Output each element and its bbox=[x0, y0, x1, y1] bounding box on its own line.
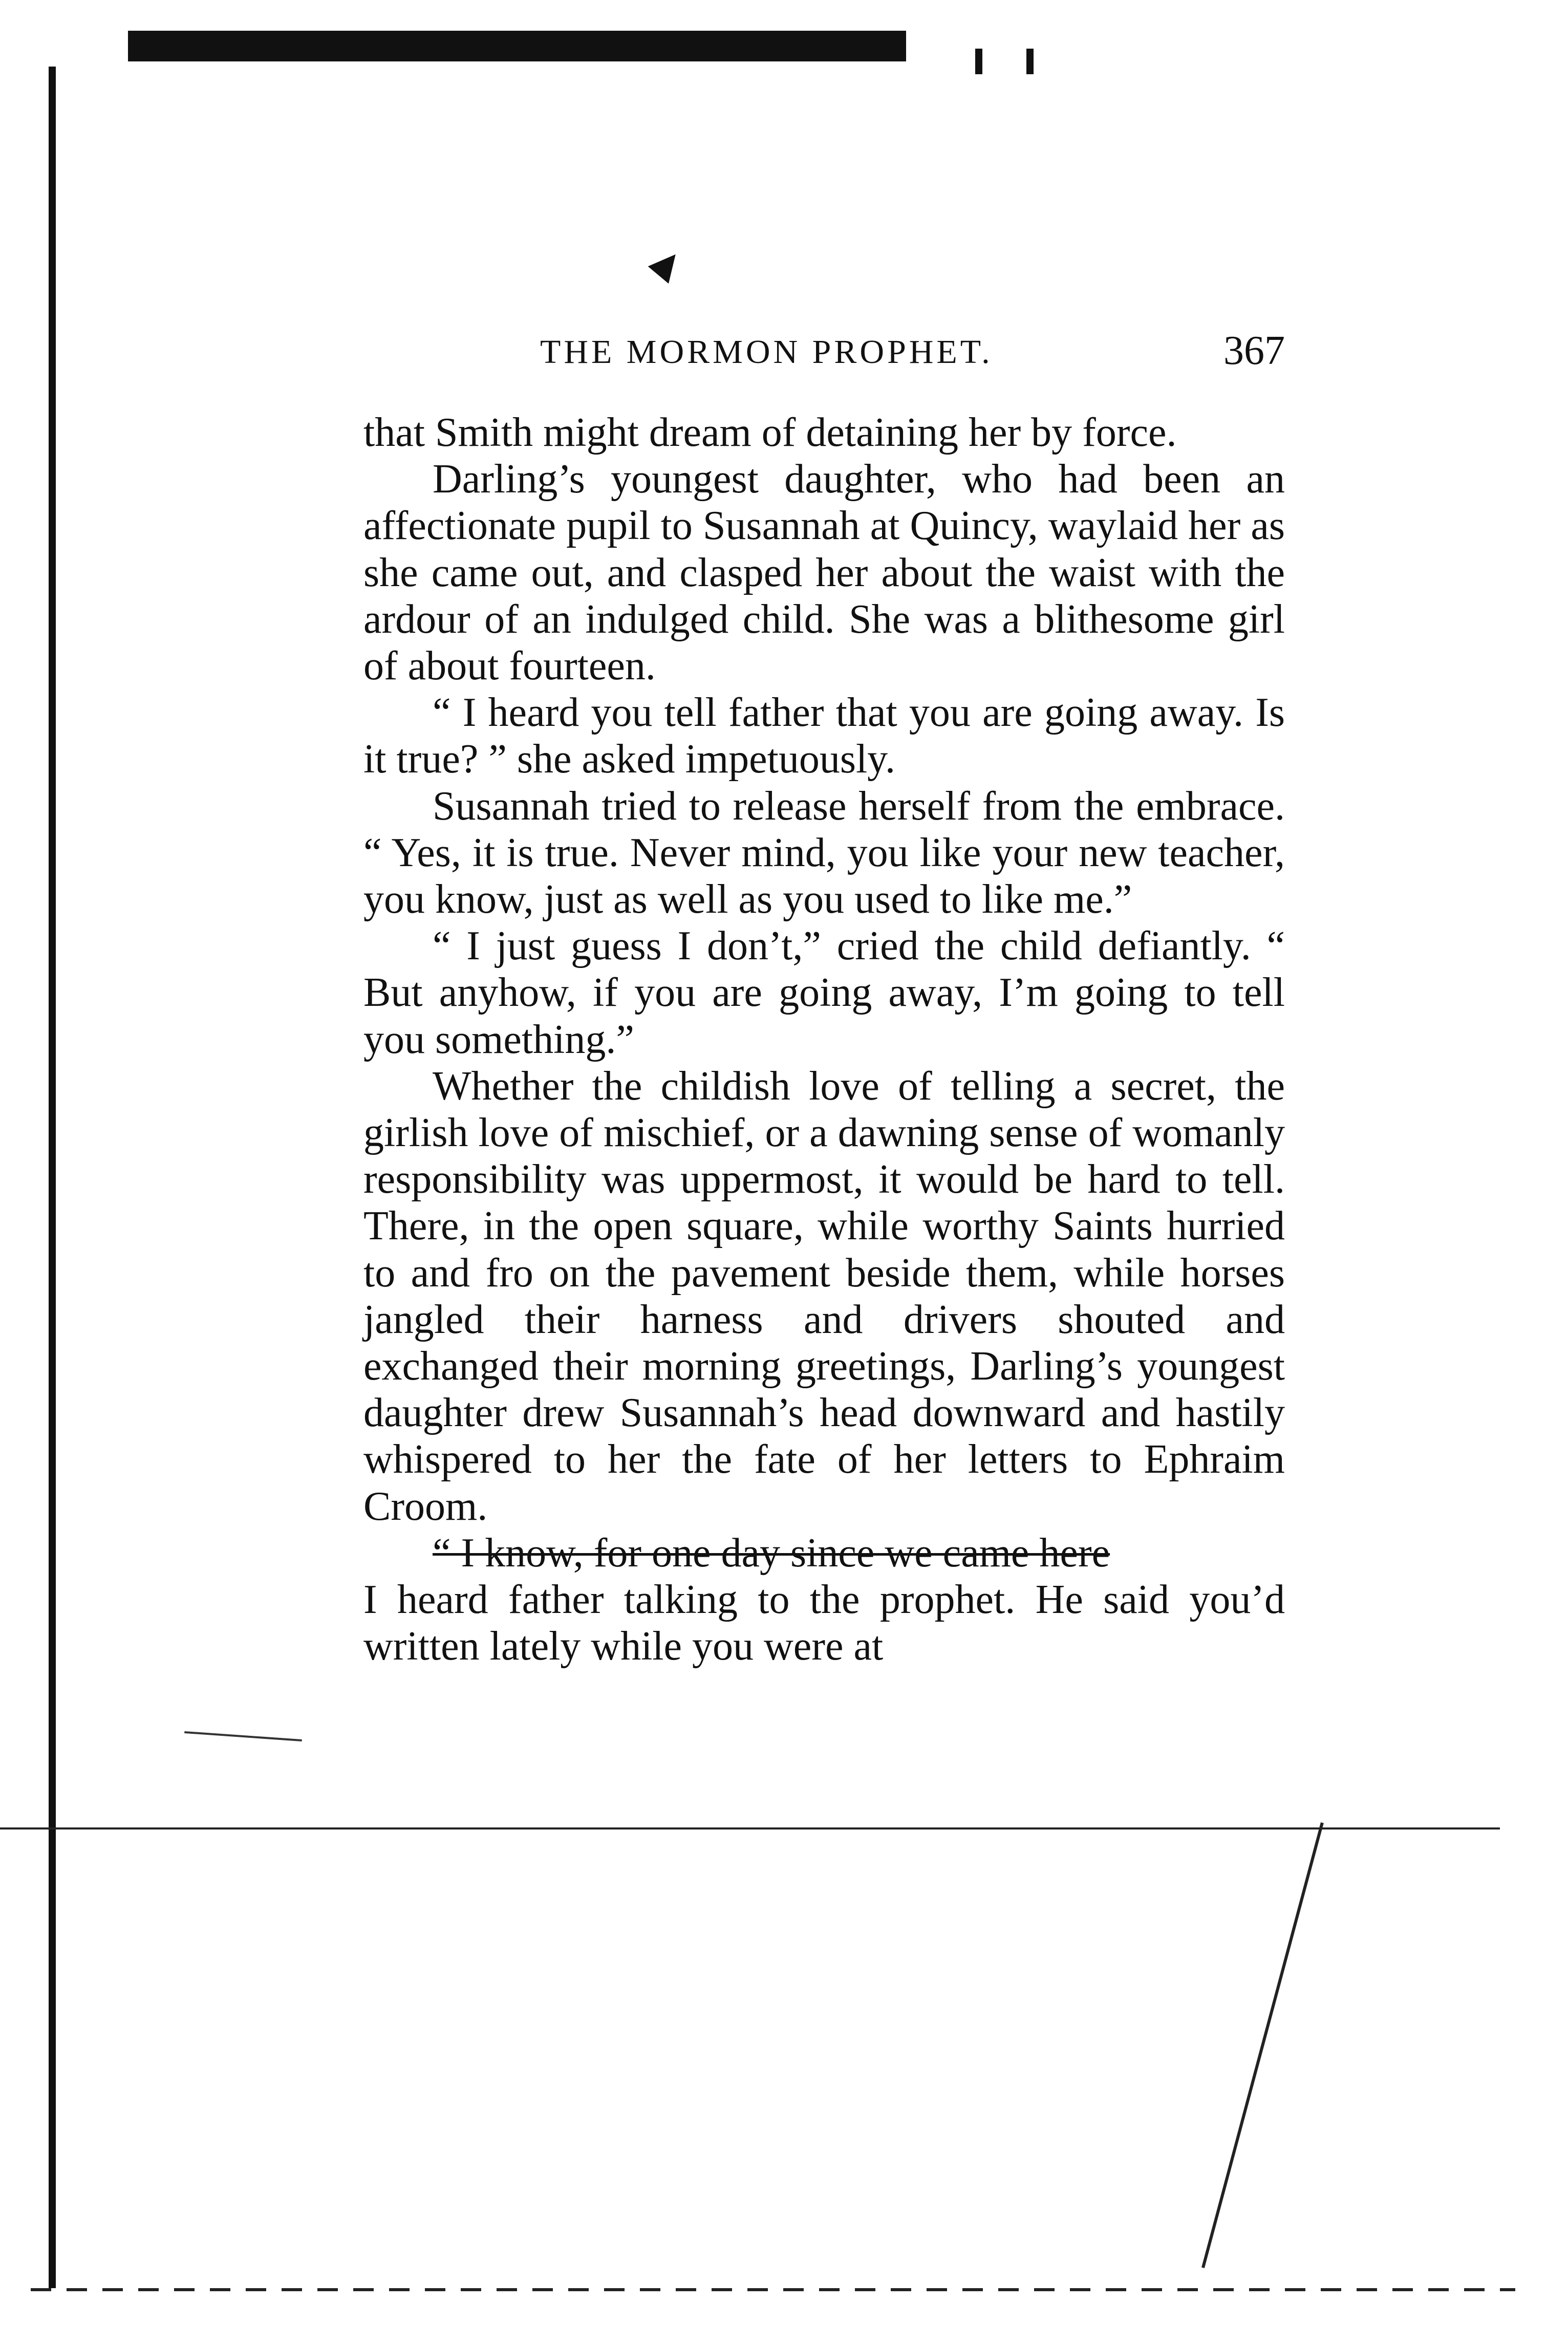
paragraph: “ I heard you tell father that you are going away. Is it true? ” she asked impetuously. bbox=[363, 690, 1285, 782]
pencil-rule-line bbox=[0, 1827, 1500, 1829]
page-number: 367 bbox=[1223, 328, 1285, 373]
paragraph: “ I just guess I don’t,” cried the child defiantly. “ But anyhow, if you are going away, I’m going to tell you something.” bbox=[363, 923, 1285, 1062]
paragraph: Whether the childish love of telling a secret, the girlish love of mischief, or a dawning sense of womanly responsibility was uppermost, it would be hard to tell. There, in the open square, while worthy Saints hurried to and fro on the pavement beside them, while horses jangled their harness and drivers shouted and exchanged their morning greetings, Darling’s youngest daughter drew Susannah’s head downward and hastily whispered to her the fate of her letters to Ephraim Croom. bbox=[363, 1063, 1285, 1529]
scan-mark bbox=[975, 49, 982, 74]
running-head: THE MORMON PROPHET. bbox=[540, 333, 993, 371]
paragraph: that Smith might dream of detaining her by force. bbox=[363, 410, 1177, 455]
scan-edge-bottom bbox=[31, 2288, 1515, 2291]
paragraph: I heard father talking to the prophet. He said you’d written lately while you were at bbox=[363, 1577, 1285, 1669]
paragraph: Darling’s youngest daughter, who had been an affectionate pupil to Susannah at Quincy, waylaid her as she came out, and clasped her about the waist with the ardour of an indulged child. She was a blithesome girl of about fourteen. bbox=[363, 457, 1285, 689]
struck-paragraph: “ I know, for one day since we came here bbox=[433, 1530, 1110, 1576]
page-header bbox=[358, 322, 1295, 379]
scan-mark bbox=[1026, 49, 1034, 74]
scan-edge-top bbox=[128, 31, 906, 61]
ink-mark-icon: ▲ bbox=[634, 229, 702, 298]
paragraph: Susannah tried to release herself from the embrace. “ Yes, it is true. Never mind, you like your new teacher, you know, just as well as you used to like me.” bbox=[363, 783, 1285, 922]
pencil-mark bbox=[184, 1731, 302, 1741]
scan-edge-left bbox=[49, 67, 56, 2288]
body-text bbox=[363, 410, 1285, 1670]
pencil-diagonal-line bbox=[1201, 1822, 1324, 2268]
